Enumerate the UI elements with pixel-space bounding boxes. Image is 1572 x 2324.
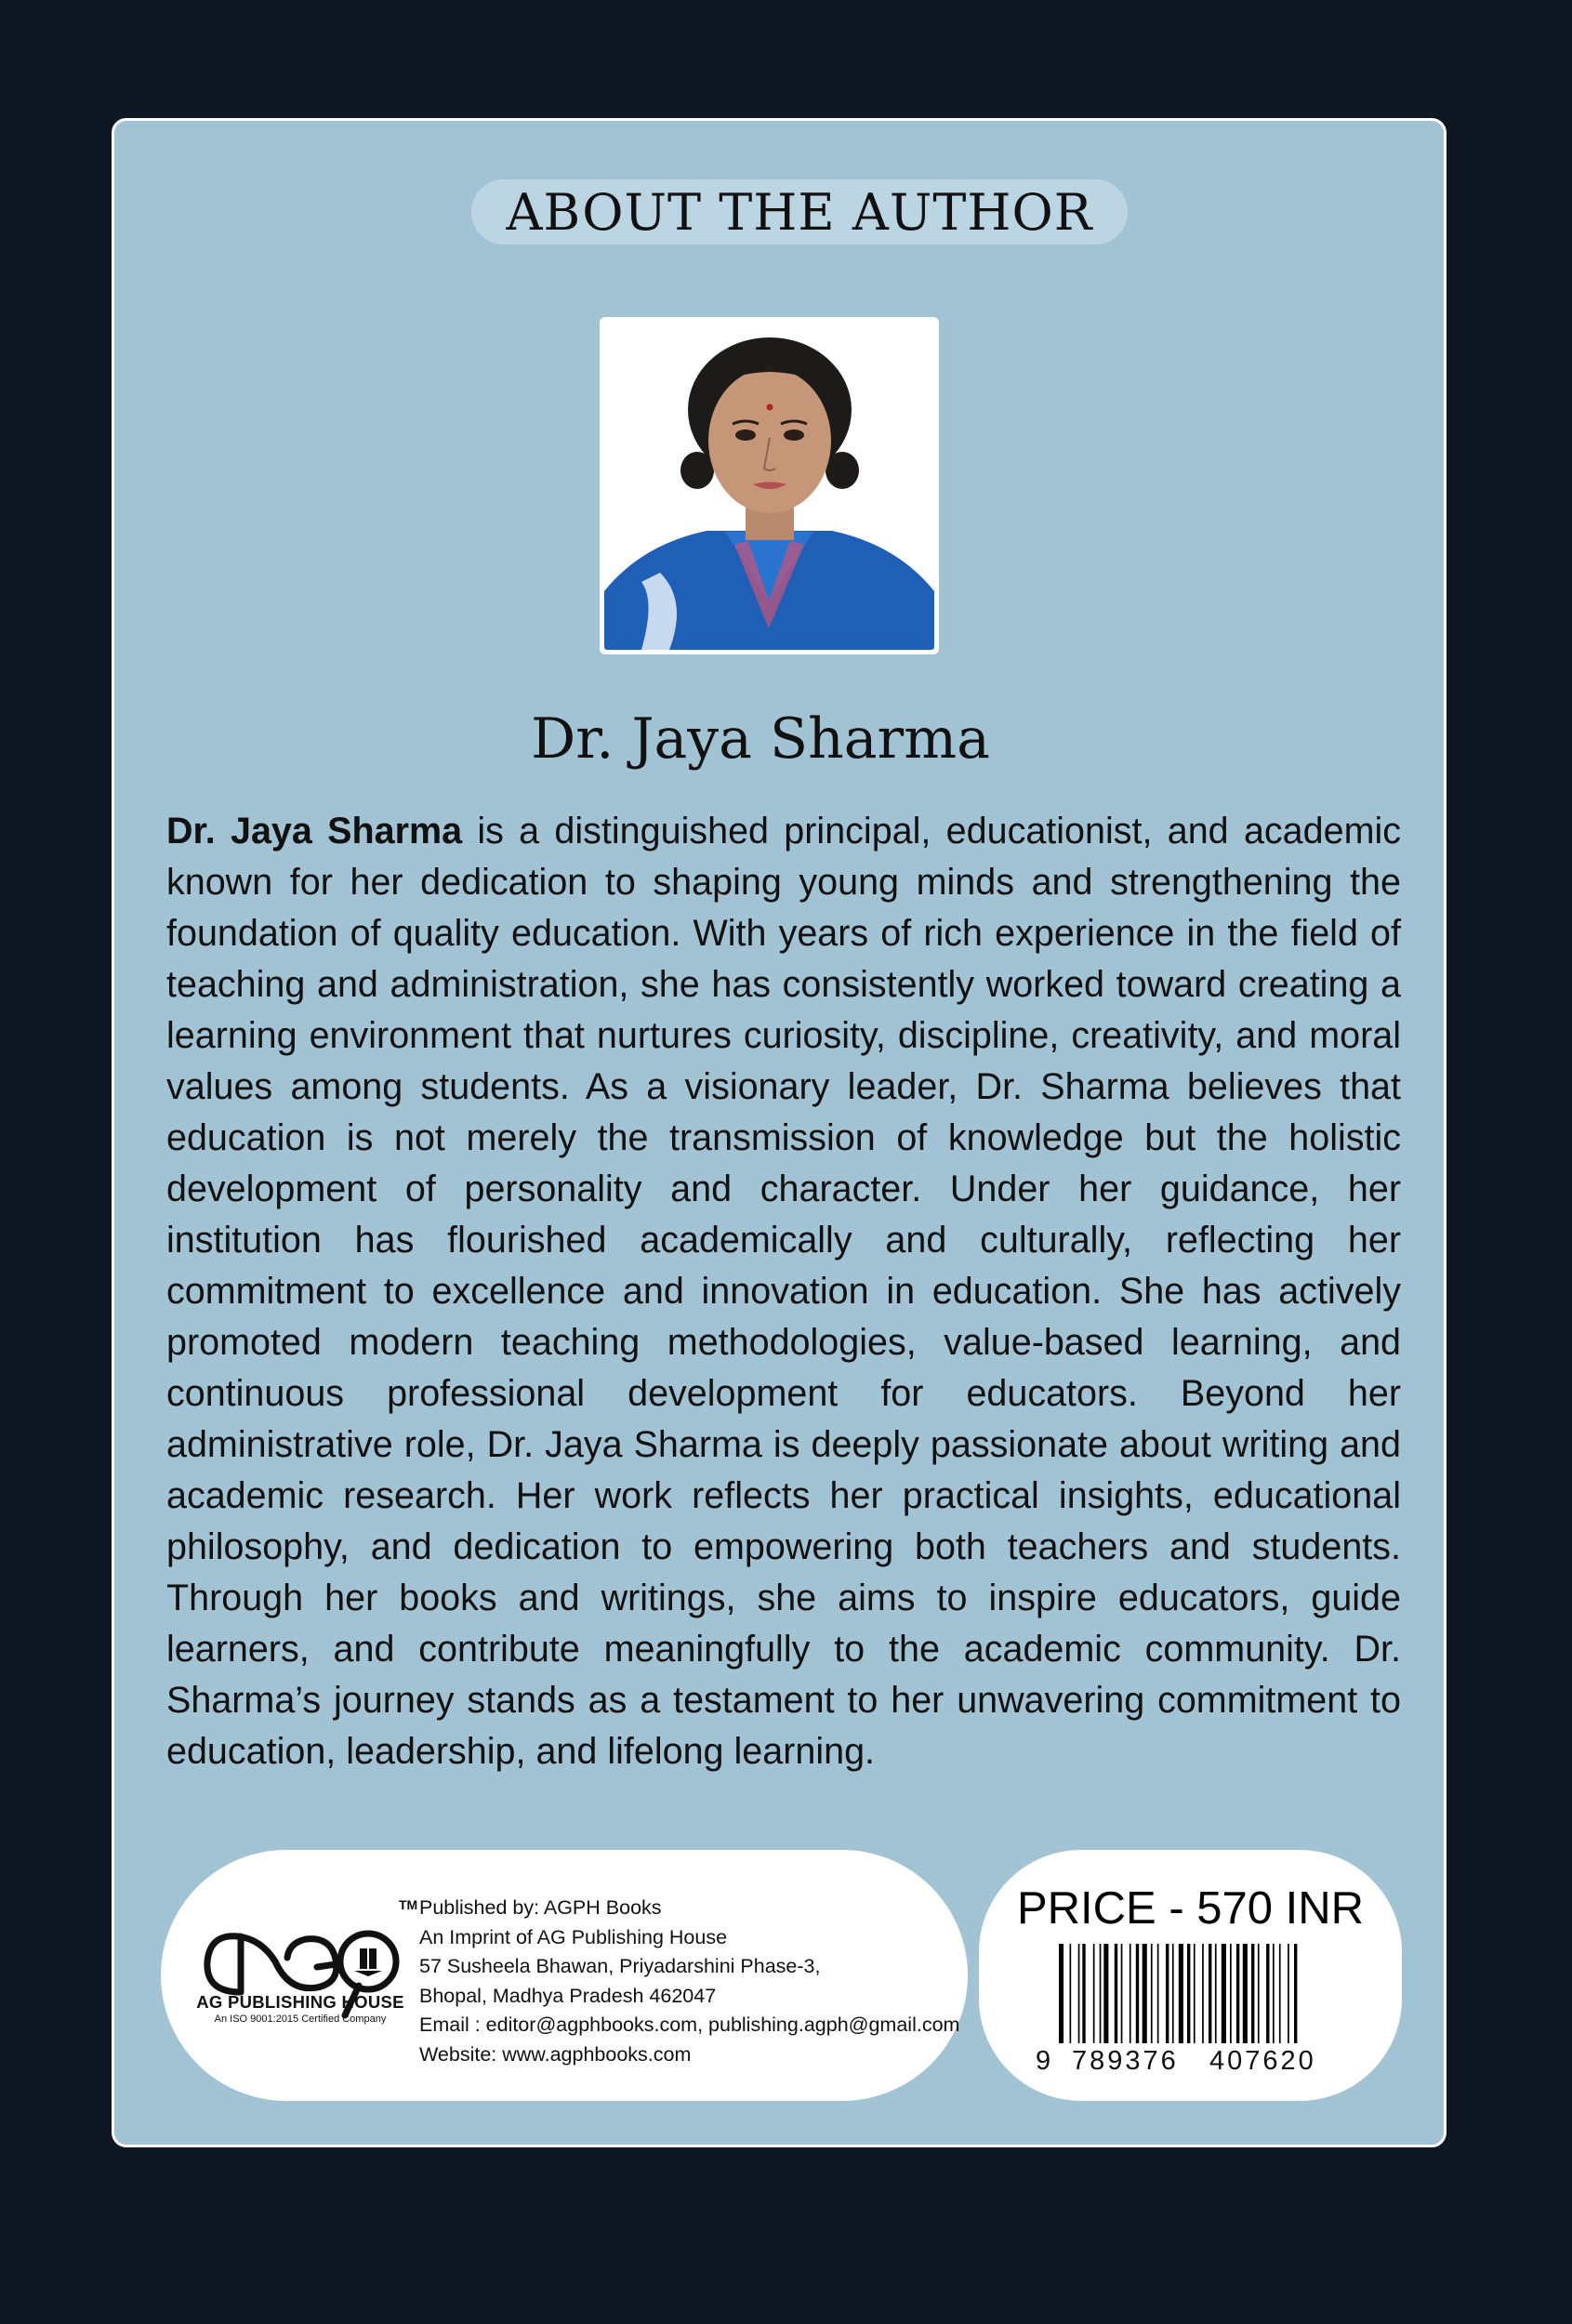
section-heading: ABOUT THE AUTHOR bbox=[471, 179, 1128, 244]
barcode-bar bbox=[1082, 1944, 1085, 2048]
barcode-bar bbox=[1279, 1944, 1281, 2048]
publisher-line: Published by: AGPH Books bbox=[419, 1896, 662, 1919]
isbn-barcode bbox=[1033, 1938, 1354, 2078]
barcode-bar bbox=[1136, 1944, 1139, 2048]
publisher-line: Bhopal, Madhya Pradesh 462047 bbox=[419, 1984, 717, 2007]
publisher-box bbox=[161, 1850, 968, 2101]
author-photo-frame bbox=[600, 317, 939, 654]
barcode-bar bbox=[1230, 1944, 1232, 2048]
publisher-line: An Imprint of AG Publishing House bbox=[419, 1925, 728, 1948]
barcode-bar bbox=[1100, 1944, 1102, 2048]
barcode-bar bbox=[1166, 1944, 1169, 2048]
author-bio-lead: Dr. Jaya Sharma bbox=[166, 811, 463, 852]
barcode-bar bbox=[1258, 1944, 1260, 2048]
barcode-bar bbox=[1093, 1944, 1095, 2048]
barcode-bar bbox=[1129, 1944, 1131, 2048]
publisher-website: Website: www.agphbooks.com bbox=[419, 2042, 692, 2066]
author-photo bbox=[604, 322, 934, 650]
logo-name: AG PUBLISHING HOUSE bbox=[196, 1992, 404, 2012]
author-bio bbox=[166, 806, 1401, 1777]
barcode-bar bbox=[1266, 1944, 1269, 2048]
barcode-bar bbox=[1187, 1944, 1190, 2048]
barcode-bar bbox=[1078, 1944, 1080, 2048]
barcode-bar bbox=[1209, 1944, 1211, 2048]
price-box bbox=[979, 1850, 1402, 2101]
barcode-bar bbox=[1194, 1944, 1196, 2048]
isbn-digit-first: 9 bbox=[1036, 2046, 1051, 2076]
publisher-details bbox=[419, 1894, 959, 2069]
barcode-bar bbox=[1157, 1944, 1159, 2048]
barcode-bar bbox=[1143, 1944, 1147, 2048]
barcode-bar bbox=[1236, 1944, 1239, 2048]
barcode-bar bbox=[1172, 1944, 1174, 2048]
barcode-bar bbox=[1121, 1944, 1123, 2048]
barcode-bar bbox=[1273, 1944, 1275, 2048]
isbn-digits-left: 789376 bbox=[1072, 2046, 1179, 2076]
barcode-bar bbox=[1202, 1944, 1204, 2048]
barcode-bar bbox=[1215, 1944, 1217, 2048]
barcode-bar bbox=[1151, 1944, 1153, 2048]
publisher-line: 57 Susheela Bhawan, Priyadarshini Phase-3, bbox=[419, 1955, 821, 1977]
barcode-bar bbox=[1115, 1944, 1117, 2048]
publisher-email: Email : editor@agphbooks.com, publishing.agph@gmail.com bbox=[419, 2014, 960, 2036]
barcode-bar bbox=[1288, 1944, 1289, 2048]
barcode-bar bbox=[1251, 1944, 1254, 2048]
price-label: PRICE - 570 INR bbox=[1016, 1883, 1365, 1934]
barcode-bar bbox=[1103, 1944, 1108, 2048]
barcode-bar bbox=[1222, 1944, 1226, 2048]
logo-iso-text: An ISO 9001:2015 Certified Company bbox=[214, 2014, 387, 2025]
author-bio-text: is a distinguished principal, educationist, and academic known for her dedication to shaping young minds and strengthening the foundation of quality education. With years of rich experience in the field of teaching and administration, she has consistently worked toward creating a learning environment that nurtures curiosity, discipline, creativity, and moral values among students. As a visionary leader, Dr. Sharma believes that education is not merely the transmission of knowledge but the holistic development of personality and character. Under her guidance, her institution has flourished academically and culturally, reflecting her commitment to excellence and innovation in education. She has actively promoted modern teaching methodologies, value-based learning, and continuous professional development for educators. Beyond her administrative role, Dr. Jaya Sharma is deeply passionate about writing and academic research. Her work reflects her practical insights, educational philosophy, and dedication to empowering both teachers and students. Through her books and writings, she aims to inspire educators, guide learners, and contribute meaningfully to the academic community. Dr. Sharma’s journey stands as a testament to her unwavering commitment to education, leadership, and lifelong learning. bbox=[166, 811, 1401, 1772]
barcode-bar bbox=[1243, 1944, 1248, 2048]
back-cover-panel bbox=[112, 118, 1447, 2147]
author-name: Dr. Jaya Sharma bbox=[531, 706, 990, 772]
isbn-digits-right: 407620 bbox=[1209, 2046, 1316, 2076]
trademark-mark: TM bbox=[399, 1897, 418, 1912]
